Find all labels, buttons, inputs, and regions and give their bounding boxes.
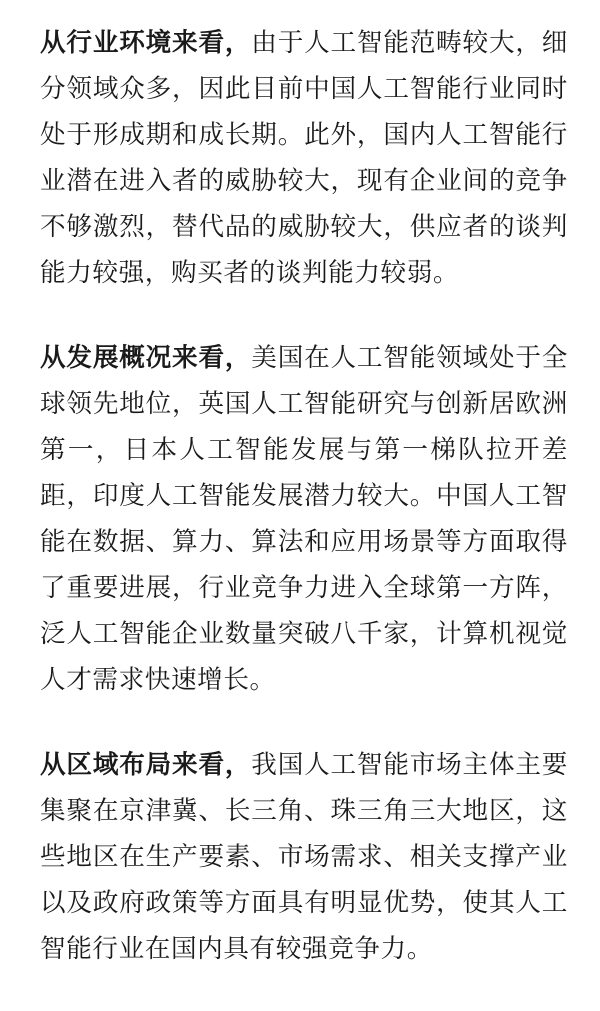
paragraph-text: 美国在人工智能领域处于全球领先地位，英国人工智能研究与创新居欧洲第一，日本人工智能发展与第一梯队拉开差距，印度人工智能发展潜力较大。中国人工智能在数据、算力、算法和应用场景等方面取得了重要进展，行业竞争力进入全球第一方阵，泛人工智能企业数量突破八千家，计算机视觉人才需求快速增长。: [40, 343, 568, 695]
paragraph-text: 我国人工智能市场主体主要集聚在京津冀、长三角、珠三角三大地区，这些地区在生产要素、市场需求、相关支撑产业以及政府政策等方面具有明显优势，使其人工智能行业在国内具有较强竞争力。: [40, 750, 568, 964]
paragraph-lead: 从区域布局来看，: [40, 750, 252, 780]
paragraph-industry-environment: [40, 20, 568, 296]
paragraph-lead: 从发展概况来看，: [40, 343, 252, 373]
paragraph-lead: 从行业环境来看，: [40, 28, 252, 58]
paragraph-text: 由于人工智能范畴较大，细分领域众多，因此目前中国人工智能行业同时处于形成期和成长期。此外，国内人工智能行业潜在进入者的威胁较大，现有企业间的竞争不够激烈，替代品的威胁较大，供应者的谈判能力较强，购买者的谈判能力较弱。: [40, 28, 568, 288]
article-body: [40, 20, 568, 1011]
paragraph-regional-layout: [40, 742, 568, 972]
paragraph-development-overview: [40, 335, 568, 703]
